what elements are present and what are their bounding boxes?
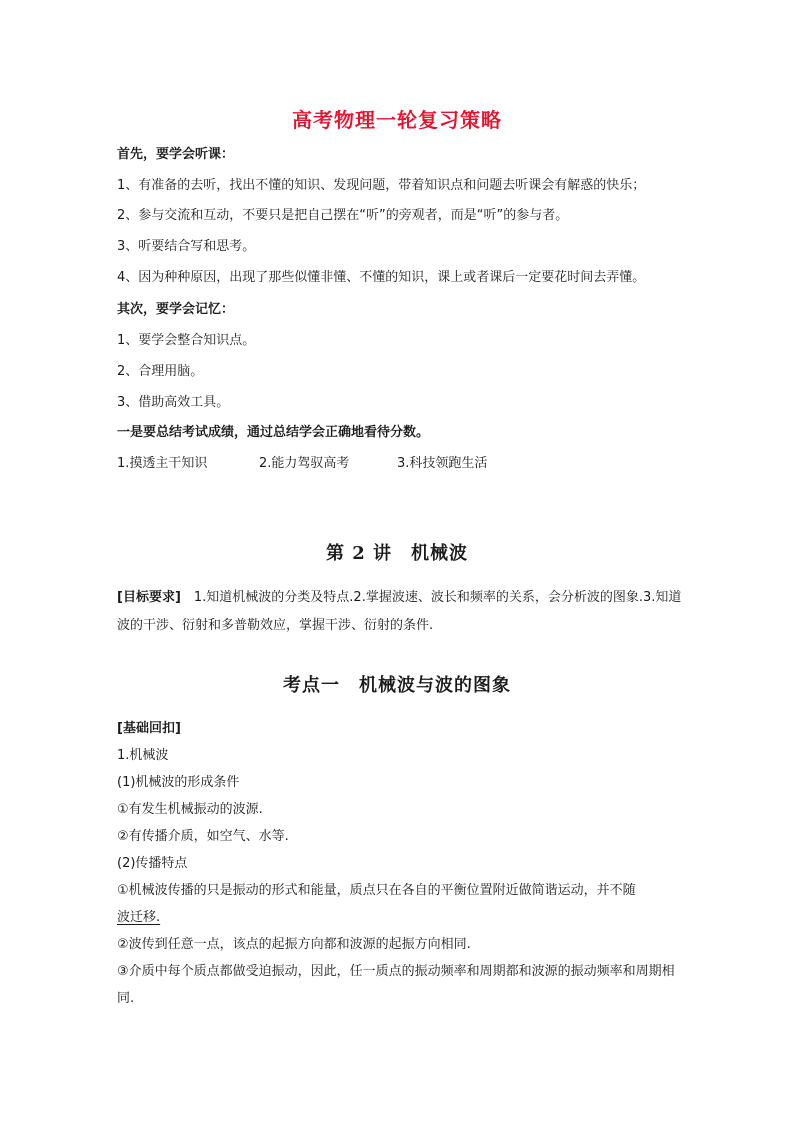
listen-item: 1、有准备的去听，找出不懂的知识、发现问题，带着知识点和问题去听课会有解惑的快乐； <box>117 178 646 193</box>
condition-item: ②有传播介质，如空气、水等. <box>117 829 289 844</box>
basics-subheading: (1)机械波的形成条件 <box>117 775 240 790</box>
section-title: 考点一 机械波与波的图象 <box>283 675 511 696</box>
listen-heading: 首先，要学会听课： <box>117 147 235 162</box>
feature-item: ①机械波传播的只是振动的形式和能量，质点只在各自的平衡位置附近做简谐运动，并不随 <box>117 883 636 898</box>
goal-paragraph <box>117 584 682 640</box>
slogan-item: 2.能力驾驭高考 <box>259 456 350 471</box>
listen-item: 3、听要结合写和思考。 <box>117 239 256 254</box>
memory-item: 2、合理用脑。 <box>117 364 204 379</box>
feature-item-continued: 波迁移. <box>117 910 161 925</box>
goal-tag: [目标要求] <box>117 590 181 605</box>
slogan-item: 1.摸透主干知识 <box>117 456 208 471</box>
document-title: 高考物理一轮复习策略 <box>292 108 502 132</box>
basics-heading: 1.机械波 <box>117 748 169 763</box>
feature-item: ③介质中每个质点都做受迫振动，因此，任一质点的振动频率和周期都和波源的振动频率和周期相同. <box>117 964 675 1006</box>
condition-item: ①有发生机械振动的波源. <box>117 802 263 817</box>
goal-text: 1.知道机械波的分类及特点.2.掌握波速、波长和频率的关系，会分析波的图象.3.知道波的干涉、衍射和多普勒效应，掌握干涉、衍射的条件. <box>117 590 682 633</box>
memory-item: 3、借助高效工具。 <box>117 395 230 410</box>
listen-item: 2、参与交流和互动，不要只是把自己摆在“听”的旁观者，而是“听”的参与者。 <box>117 208 569 223</box>
lecture-title: 第 2 讲 机械波 <box>325 543 469 564</box>
slogan-item: 3.科技领跑生活 <box>397 456 488 471</box>
feature-item: ②波传到任意一点，该点的起振方向都和波源的起振方向相同. <box>117 937 471 952</box>
summary-line: 一是要总结考试成绩，通过总结学会正确地看待分数。 <box>117 425 430 440</box>
basics-tag: [基础回扣] <box>117 721 181 736</box>
memory-heading: 其次，要学会记忆： <box>117 302 235 317</box>
listen-item: 4、因为种种原因，出现了那些似懂非懂、不懂的知识，课上或者课后一定要花时间去弄懂。 <box>117 270 646 285</box>
basics-subheading: (2)传播特点 <box>117 856 188 871</box>
memory-item: 1、要学会整合知识点。 <box>117 333 256 348</box>
